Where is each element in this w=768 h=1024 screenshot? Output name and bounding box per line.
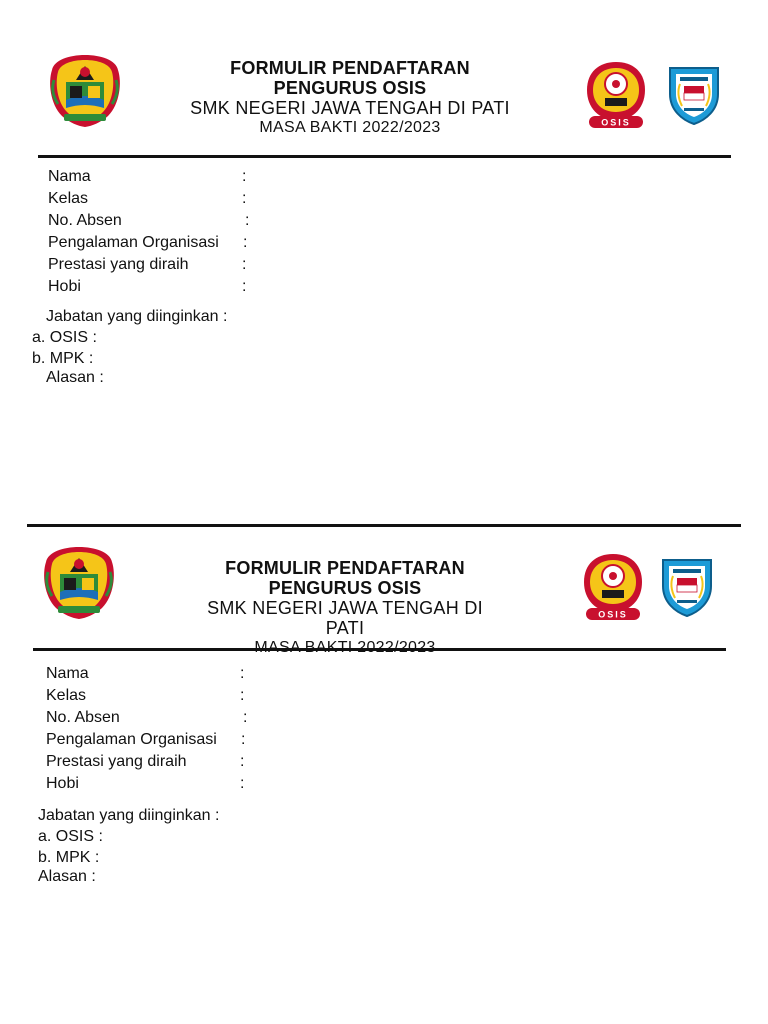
- field-colon: :: [240, 687, 245, 704]
- position-section: [32, 306, 228, 388]
- position-heading: Jabatan yang diinginkan :: [46, 308, 228, 325]
- mpk-shield-icon: [666, 64, 722, 126]
- form-title: [186, 558, 504, 658]
- osis-badge-icon: [582, 552, 644, 622]
- field-colon: :: [245, 212, 250, 229]
- field-colon: :: [240, 753, 245, 770]
- osis-badge-text: OSIS: [598, 609, 628, 620]
- field-pengalaman-organisasi: [46, 729, 286, 751]
- field-colon: :: [242, 256, 247, 273]
- title-line-1: FORMULIR PENDAFTARAN: [230, 58, 470, 78]
- field-label: Prestasi yang diraih: [48, 256, 189, 273]
- position-heading: Jabatan yang diinginkan :: [38, 807, 220, 824]
- osis-badge-icon: [585, 60, 647, 130]
- field-pengalaman-organisasi: [48, 232, 288, 254]
- field-colon: :: [242, 190, 247, 207]
- field-hobi: [48, 276, 288, 298]
- field-label: Hobi: [46, 775, 79, 792]
- field-label: Pengalaman Organisasi: [46, 731, 217, 748]
- school-name: SMK NEGERI JAWA TENGAH DI PATI: [207, 598, 483, 638]
- position-section: [38, 805, 219, 887]
- field-no-absen: [48, 210, 288, 232]
- field-colon: :: [242, 168, 247, 185]
- option-osis: a. OSIS :: [32, 329, 97, 346]
- title-line-1: FORMULIR PENDAFTARAN: [225, 558, 465, 578]
- option-mpk: b. MPK :: [32, 350, 94, 367]
- header-divider: [33, 648, 726, 651]
- title-line-2: PENGURUS OSIS: [273, 78, 427, 98]
- field-label: Kelas: [46, 687, 87, 704]
- field-nama: [46, 663, 286, 685]
- field-label: Prestasi yang diraih: [46, 753, 187, 770]
- field-kelas: [48, 188, 288, 210]
- registration-form-1: [0, 0, 768, 500]
- field-no-absen: [46, 707, 286, 729]
- field-colon: :: [241, 731, 246, 748]
- field-label: Pengalaman Organisasi: [48, 234, 219, 251]
- option-osis: a. OSIS :: [38, 828, 103, 845]
- field-label: No. Absen: [46, 709, 120, 726]
- jawa-tengah-emblem-icon: [40, 544, 118, 622]
- header-divider: [38, 155, 731, 158]
- field-colon: :: [240, 775, 245, 792]
- form-title: [190, 58, 510, 138]
- field-label: Nama: [48, 168, 91, 185]
- field-hobi: [46, 773, 286, 795]
- field-label: No. Absen: [48, 212, 122, 229]
- field-kelas: [46, 685, 286, 707]
- registration-form-2: [0, 492, 768, 992]
- field-colon: :: [240, 665, 245, 682]
- school-name: SMK NEGERI JAWA TENGAH DI PATI: [190, 98, 510, 118]
- field-colon: :: [243, 234, 248, 251]
- jawa-tengah-emblem-icon: [46, 52, 124, 130]
- option-mpk: b. MPK :: [38, 849, 100, 866]
- field-prestasi: [46, 751, 286, 773]
- field-list: [46, 663, 286, 795]
- field-label: Kelas: [48, 190, 89, 207]
- service-period: MASA BAKTI 2022/2023: [259, 119, 441, 136]
- osis-badge-text: OSIS: [601, 117, 631, 128]
- field-colon: :: [242, 278, 247, 295]
- field-nama: [48, 166, 288, 188]
- field-prestasi: [48, 254, 288, 276]
- field-label: Nama: [46, 665, 89, 682]
- title-line-2: PENGURUS OSIS: [268, 578, 422, 598]
- reason-label: Alasan :: [46, 369, 104, 386]
- field-colon: :: [243, 709, 248, 726]
- reason-label: Alasan :: [38, 868, 96, 885]
- field-list: [48, 166, 288, 298]
- mpk-shield-icon: [659, 556, 715, 618]
- field-label: Hobi: [48, 278, 81, 295]
